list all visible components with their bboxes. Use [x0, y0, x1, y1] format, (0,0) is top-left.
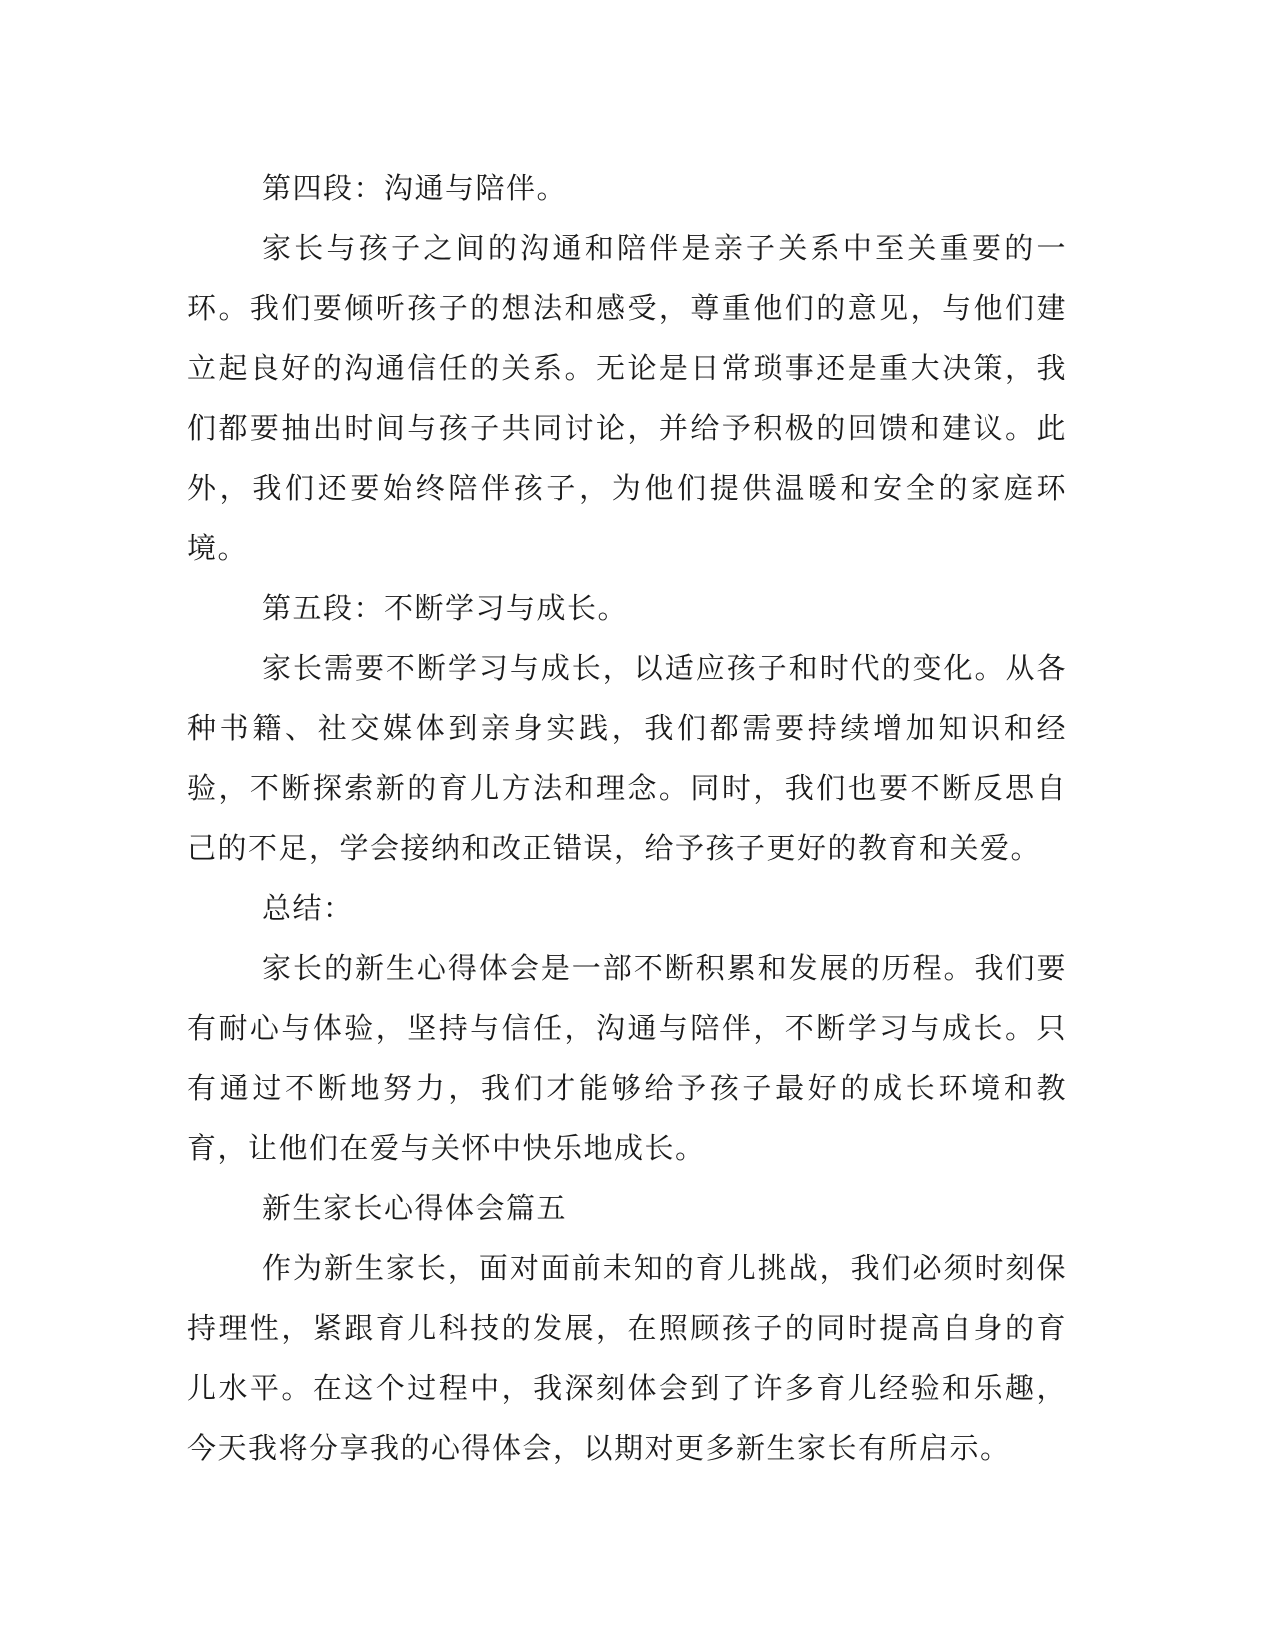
paragraph: 家长的新生心得体会是一部不断积累和发展的历程。我们要有耐心与体验，坚持与信任，沟通与陪伴，不断学习与成长。只有通过不断地努力，我们才能够给予孩子最好的成长环境和教育，让他们在爱与关怀中快乐地成长。: [187, 951, 1067, 1165]
section-heading: 总结：: [262, 891, 354, 925]
section-heading: 第五段：不断学习与成长。: [262, 591, 629, 625]
section-heading: 新生家长心得体会篇五: [262, 1191, 568, 1225]
document-body: [187, 158, 1067, 1478]
paragraph: 作为新生家长，面对面前未知的育儿挑战，我们必须时刻保持理性，紧跟育儿科技的发展，在照顾孩子的同时提高自身的育儿水平。在这个过程中，我深刻体会到了许多育儿经验和乐趣，今天我将分享我的心得体会，以期对更多新生家长有所启示。: [187, 1251, 1067, 1465]
paragraph: 家长与孩子之间的沟通和陪伴是亲子关系中至关重要的一环。我们要倾听孩子的想法和感受，尊重他们的意见，与他们建立起良好的沟通信任的关系。无论是日常琐事还是重大决策，我们都要抽出时间与孩子共同讨论，并给予积极的回馈和建议。此外，我们还要始终陪伴孩子，为他们提供温暖和安全的家庭环境。: [187, 231, 1067, 565]
paragraph: 家长需要不断学习与成长，以适应孩子和时代的变化。从各种书籍、社交媒体到亲身实践，我们都需要持续增加知识和经验，不断探索新的育儿方法和理念。同时，我们也要不断反思自己的不足，学会接纳和改正错误，给予孩子更好的教育和关爱。: [187, 651, 1067, 865]
section-heading: 第四段：沟通与陪伴。: [262, 171, 568, 205]
